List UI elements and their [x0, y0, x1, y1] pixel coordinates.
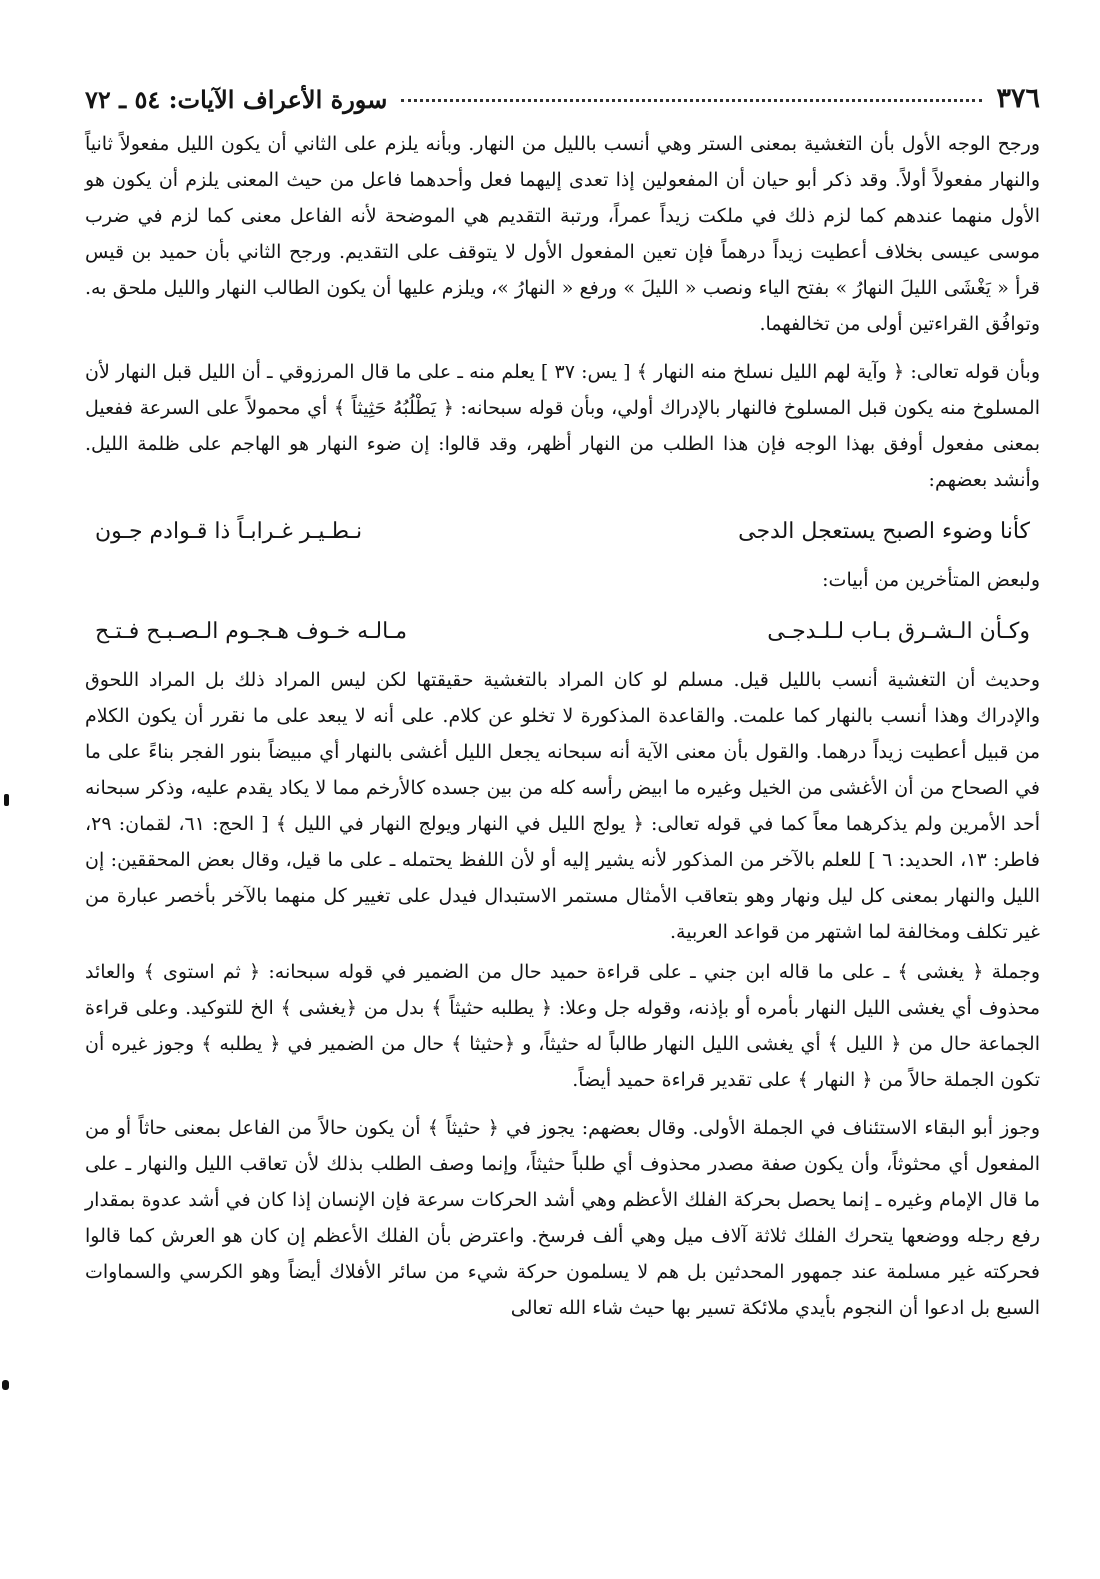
- paragraph: ورجح الوجه الأول بأن التغشية بمعنى الستر وهي أنسب بالليل من النهار. وبأنه يلزم على الثاني أن يكون الليل مفعولاً ثانياً والنهار مفعولاً أولاً. وقد ذكر أبو حيان أن المفعولين إذا تعدى إليهما فعل وأحدهما فاعل من حيث المعنى يلزم أن يكون هو الأول منهما عندهم كما لزم ذلك في ملكت زيداً عمراً، ورتبة التقديم هي الموضحة لأنه الفاعل معنى كما لزم في ضرب موسى عيسى بخلاف أعطيت زيداً درهماً فإن تعين المفعول الأول لا يتوقف على التقديم. ورجح الثاني بأن حميد بن قيس قرأ « يَغْشَى الليلَ النهارُ » بفتح الياء ونصب « الليلَ » ورفع « النهارُ »، ويلزم عليها أن يكون الطالب النهار والليل ملحق به. وتوافُق القراءتين أولى من تخالفهما.: [85, 133, 1040, 335]
- scan-speck: [4, 794, 9, 806]
- poem-verse: [95, 512, 1030, 552]
- page-number: ٣٧٦: [996, 83, 1040, 114]
- dotted-leader: [401, 98, 982, 102]
- paragraph: وحديث أن التغشية أنسب بالليل قيل. مسلم لو كان المراد بالتغشية حقيقتها لكن ليس المراد ذلك بل المراد اللحوق والإدراك وهذا أنسب بالنهار كما علمت. والقاعدة المذكورة لا تخلو عن كلام. على أنه لا يبعد على ما نقرر أن يكون الكلام من قبيل أعطيت زيداً درهما. والقول بأن معنى الآية أنه سبحانه يجعل الليل أغشى بالنهار أي مبيضاً بنور الفجر بناءً على ما في الصحاح من أن الأغشى من الخيل وغيره ما ابيض رأسه كله من بين جسده كالأرخم مما لا يكاد يقدم عليه، وذكر سبحانه أحد الأمرين ولم يذكرهما معاً كما في قوله تعالى: ﴿ يولج الليل في النهار ويولج النهار في الليل ﴾ [ الحج: ٦١، لقمان: ٢٩، فاطر: ١٣، الحديد: ٦ ] للعلم بالآخر من المذكور لأنه يشير إليه أو لأن اللفظ يحتمله ـ على ما قيل، وقال بعض المحققين: إن الليل والنهار بمعنى كل ليل ونهار وهو بتعاقب الأمثال مستمر الاستبدال فيدل على تغيير كل منهما بالآخر بأخصر عبارة من غير تكلف ومخالفة لما اشتهر من قواعد العربية.: [85, 669, 1041, 943]
- book-page: [85, 70, 1040, 1330]
- verse-second-hemistich: مـالـه خـوف هـجـوم الـصـبـح فـتـح: [95, 619, 408, 644]
- paragraph: وجملة ﴿ يغشى ﴾ ـ على ما قاله ابن جني ـ على قراءة حميد حال من الضمير في قوله سبحانه: ﴿ ثم استوى ﴾ والعائد محذوف أي يغشى الليل النهار بأمره أو بإذنه، وقوله جل وعلا: ﴿ يطلبه حثيثاً ﴾ بدل من ﴿يغشى ﴾ الخ للتوكيد. وعلى قراءة الجماعة حال من ﴿ الليل ﴾ أي يغشى الليل النهار طالباً له حثيثاً، و ﴿حثيثا ﴾ حال من الضمير في ﴿ يطلبه ﴾ وجوز غيره أن تكون الجملة حالاً من ﴿ النهار ﴾ على تقدير قراءة حميد أيضاً.: [85, 961, 1040, 1091]
- page-header: [85, 70, 1040, 114]
- page-body: [85, 126, 1040, 1326]
- poem-verse: [95, 612, 1030, 652]
- paragraph: وجوز أبو البقاء الاستئناف في الجملة الأولى. وقال بعضهم: يجوز في ﴿ حثيثاً ﴾ أن يكون حالاً من الفاعل بمعنى حاثاً أو من المفعول أي محثوثاً، وأن يكون صفة مصدر محذوف أي طلباً حثيثاً، وإنما وصف الطلب بذلك لأن تعاقب الليل والنهار ـ على ما قال الإمام وغيره ـ إنما يحصل بحركة الفلك الأعظم وهي أشد الحركات سرعة فإن الإنسان إذا كان في أشد عدوة بمقدار رفع رجله ووضعها يتحرك الفلك ثلاثة آلاف ميل وهي ألف فرسخ. واعترض بأن الفلك الأعظم إن كان هو العرش كما قالوا فحركته غير مسلمة عند جمهور المحدثين بل هم لا يسلمون حركة شيء من سائر الأفلاك أيضاً وهو الكرسي والسماوات السبع بل ادعوا أن النجوم بأيدي ملائكة تسير بها حيث شاء الله تعالى: [85, 1117, 1040, 1319]
- verse-first-hemistich: وكـأن الـشـرق بـاب لـلـدجـى: [767, 619, 1030, 644]
- scan-speck: [2, 1380, 9, 1390]
- paragraph: وبأن قوله تعالى: ﴿ وآية لهم الليل نسلخ منه النهار ﴾ [ يس: ٣٧ ] يعلم منه ـ على ما قال المرزوقي ـ أن الليل قبل النهار لأن المسلوخ منه يكون قبل المسلوخ فالنهار بالإدراك أولي، وبأن قوله سبحانه: ﴿ يَطْلُبُهُ حَثِيثاً ﴾ أي محمولاً على السرعة ففعيل بمعنى مفعول أوفق بهذا الوجه فإن هذا الطلب من النهار أظهر، وقد قالوا: إن ضوء النهار هو الهاجم على ظلمة الليل. وأنشد بعضهم:: [85, 361, 1040, 491]
- verse-intro: ولبعض المتأخرين من أبيات:: [822, 569, 1040, 591]
- verse-second-hemistich: نـطـيـر غـرابـاً ذا قـوادم جـون: [95, 519, 363, 544]
- verse-first-hemistich: كأنا وضوء الصبح يستعجل الدجى: [738, 519, 1030, 544]
- running-title: سورة الأعراف الآيات: ٥٤ ـ ٧٢: [85, 85, 388, 114]
